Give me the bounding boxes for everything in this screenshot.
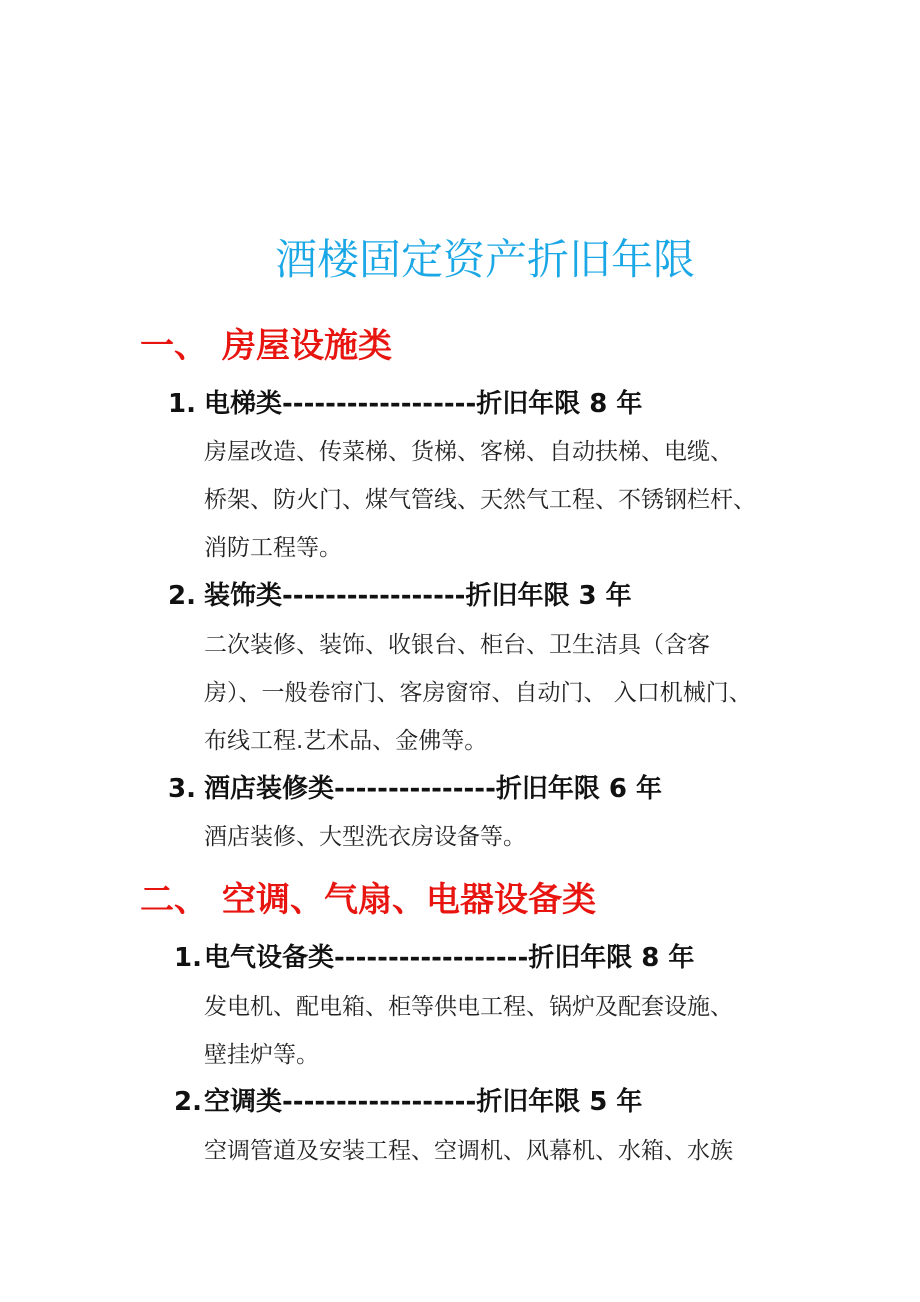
description-line: 房屋改造、传菜梯、货梯、客梯、自动扶梯、电缆、 [204,439,733,465]
description-line: 消防工程等。 [204,535,342,561]
item-number: 2. [174,1087,202,1117]
description-line: 发电机、配电箱、柜等供电工程、锅炉及配套设施、 [204,994,733,1020]
section-title: 房屋设施类 [222,326,392,366]
item-heading-2-2 [174,1082,642,1122]
description-line: 壁挂炉等。 [204,1042,319,1068]
document-title: 酒楼固定资产折旧年限 [274,235,695,284]
item-heading-1-3 [168,769,662,809]
section-heading-2 [140,876,596,924]
item-label: 装饰类-----------------折旧年限 3 年 [204,581,632,611]
description-line: 桥架、防火门、煤气管线、天然气工程、不锈钢栏杆、 [204,487,756,513]
item-heading-1-1 [168,384,642,424]
item-number: 2. [168,581,196,611]
item-heading-2-1 [174,938,694,978]
description-line: 空调管道及安装工程、空调机、风幕机、水箱、水族 [204,1138,733,1164]
item-number: 3. [168,774,196,804]
item-description-1-3 [204,813,804,861]
item-label: 酒店装修类---------------折旧年限 6 年 [204,774,663,804]
description-line: 房）、一般卷帘门、客房窗帘、自动门、 入口机械门、 [204,680,752,706]
item-description-2-2 [204,1127,804,1175]
item-description-2-1 [204,983,804,1079]
item-label: 电梯类------------------折旧年限 8 年 [204,389,643,419]
item-label: 空调类------------------折旧年限 5 年 [204,1087,643,1117]
section-number: 二、 [140,880,208,920]
item-number: 1. [174,943,202,973]
item-heading-1-2 [168,576,632,616]
description-line: 酒店装修、大型洗衣房设备等。 [204,824,526,850]
section-heading-1 [140,322,392,370]
item-description-1-2 [204,621,804,765]
item-number: 1. [168,389,196,419]
description-line: 布线工程.艺术品、金佛等。 [204,728,488,754]
item-label: 电气设备类------------------折旧年限 8 年 [204,943,695,973]
section-number: 一、 [140,326,208,366]
description-line: 二次装修、装饰、收银台、柜台、卫生洁具（含客 [204,632,710,658]
section-title: 空调、气扇、电器设备类 [222,880,596,920]
item-description-1-1 [204,428,804,572]
